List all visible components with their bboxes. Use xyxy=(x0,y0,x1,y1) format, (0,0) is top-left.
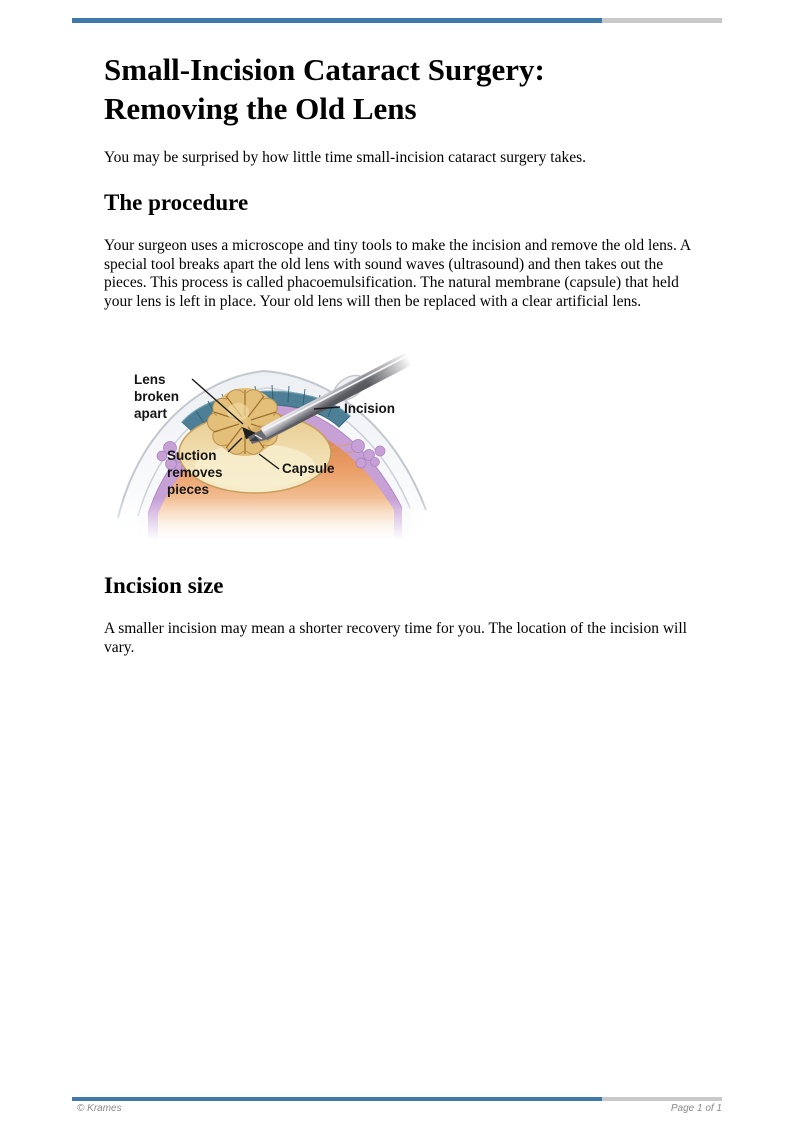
figure-label-suction-removes-pieces: Suction removes pieces xyxy=(167,448,223,497)
procedure-paragraph: Your surgeon uses a microscope and tiny tools to make the incision and remove the old lens. A special tool breaks apart the old lens with sound waves (ultrasound) and then takes out the pieces. This process is called phacoemulsification. The natural membrane (capsule) that held your lens is left in place. Your old lens will then be replaced with a clear artificial lens. xyxy=(104,237,691,311)
section-heading-procedure: The procedure xyxy=(104,190,249,215)
incision-paragraph: A smaller incision may mean a shorter recovery time for you. The location of the incision will vary. xyxy=(104,620,687,656)
divider-blue-segment xyxy=(72,18,602,23)
footer-divider-rule xyxy=(72,1097,722,1101)
section-heading-incision-size: Incision size xyxy=(104,573,224,598)
copyright-text: © Krames xyxy=(77,1103,122,1114)
page-title-line-1: Small-Incision Cataract Surgery: xyxy=(104,52,545,87)
figure-bottom-fade xyxy=(112,498,444,540)
divider-gray-segment xyxy=(602,18,722,23)
footer-divider-blue-segment xyxy=(72,1097,602,1101)
page-title xyxy=(104,50,545,128)
figure-label-capsule: Capsule xyxy=(282,461,335,476)
footer-divider-gray-segment xyxy=(602,1097,722,1101)
intro-text: You may be surprised by how little time small-incision cataract surgery takes. xyxy=(104,149,586,166)
eye-surgery-figure xyxy=(112,350,444,540)
page-number-text: Page 1 of 1 xyxy=(670,1103,722,1114)
top-divider-rule xyxy=(72,18,722,23)
page-title-line-2: Removing the Old Lens xyxy=(104,91,417,126)
figure-label-incision: Incision xyxy=(344,401,396,416)
figure-label-lens-broken-apart: Lens broken apart xyxy=(134,372,180,421)
